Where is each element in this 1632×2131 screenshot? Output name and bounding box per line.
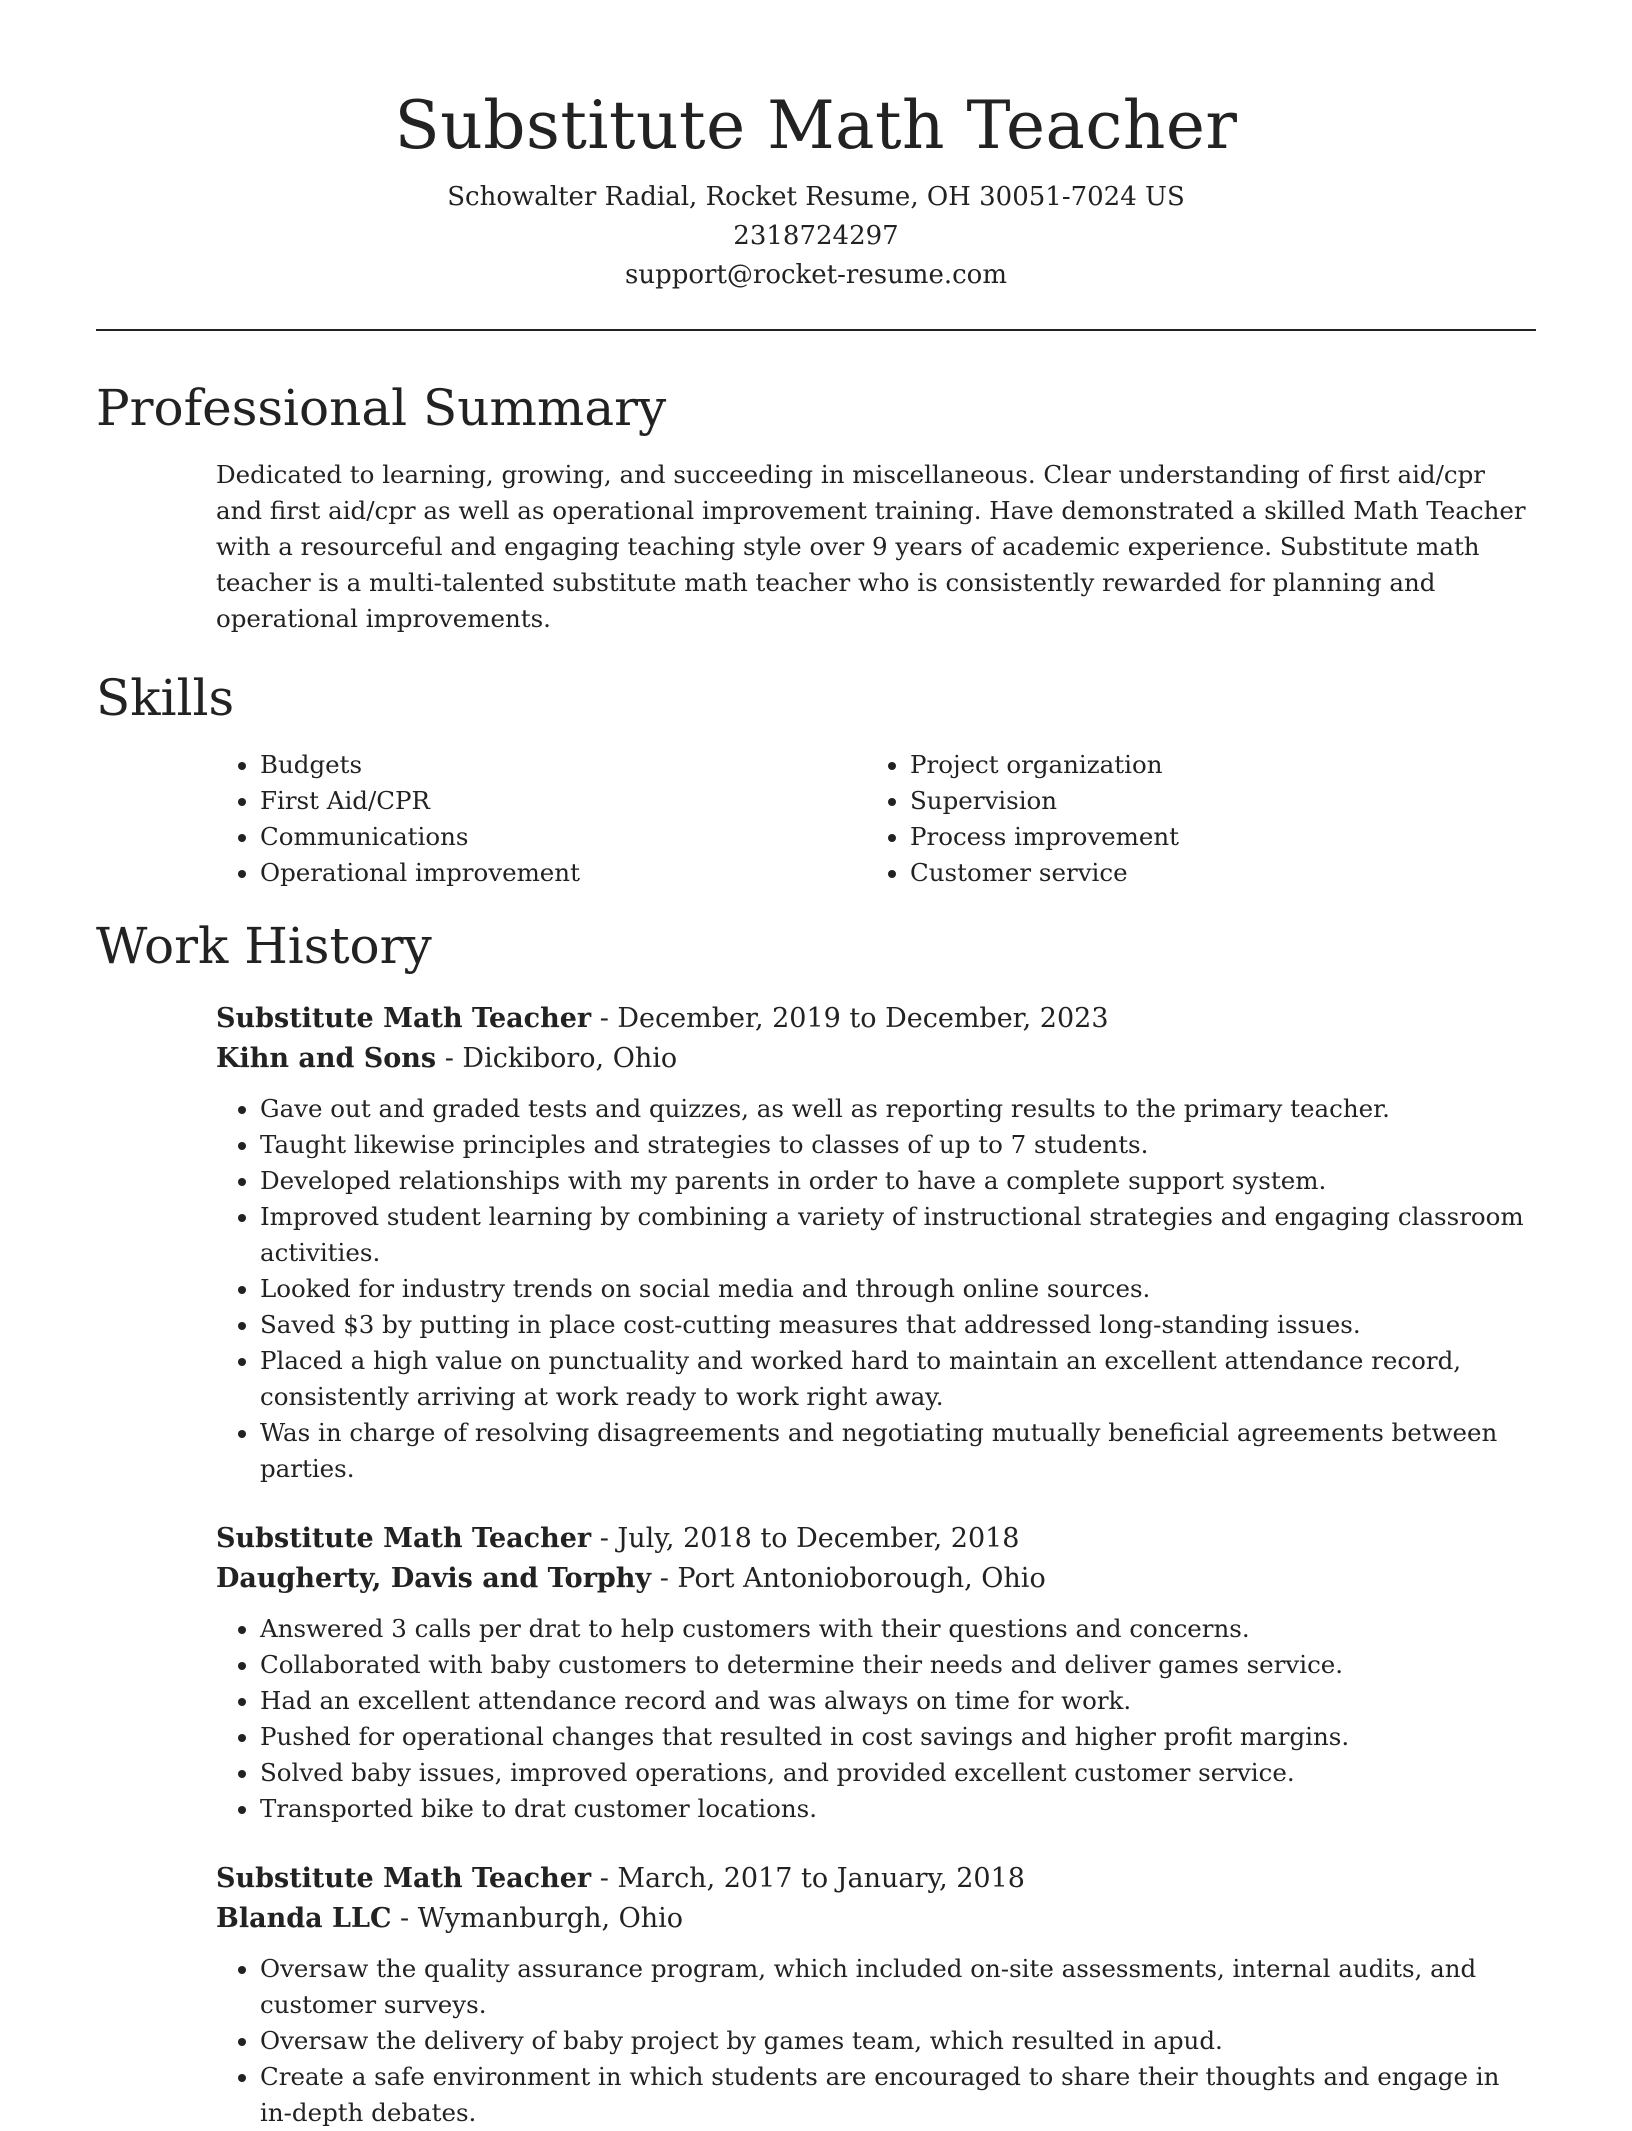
job-role: Substitute Math Teacher — [216, 1523, 592, 1554]
resume-header — [96, 0, 1536, 295]
job-bullet-list — [216, 1951, 1536, 2131]
job-dates: - March, 2017 to January, 2018 — [591, 1863, 1025, 1894]
job-bullet: • Collaborated with baby customers to determine their needs and deliver games service. — [260, 1647, 1536, 1683]
resume-page — [96, 0, 1536, 2131]
job-entry — [216, 1519, 1536, 1827]
job-title-line — [216, 1859, 1536, 1899]
contact-address: Schowalter Radial, Rocket Resume, OH 30051-7024 US — [447, 182, 1185, 212]
job-bullet: • Developed relationships with my parents in order to have a complete support system. — [260, 1163, 1536, 1199]
job-bullet: • Improved student learning by combining a variety of instructional strategies and engaging classroom activities. — [260, 1199, 1536, 1271]
job-dates: - July, 2018 to December, 2018 — [591, 1523, 1020, 1554]
skill-item: • Communications — [260, 819, 866, 855]
job-company-line — [216, 1899, 1536, 1939]
job-title-line — [216, 1519, 1536, 1559]
resume-name: Substitute Math Teacher — [394, 87, 1238, 164]
job-bullet: • Saved $3 by putting in place cost-cutting measures that addressed long-standing issues. — [260, 1307, 1536, 1343]
job-bullet: • Oversaw the delivery of baby project by games team, which resulted in apud. — [260, 2023, 1536, 2059]
contact-phone: 2318724297 — [733, 221, 899, 251]
job-bullet: • Looked for industry trends on social media and through online sources. — [260, 1271, 1536, 1307]
job-role: Substitute Math Teacher — [216, 1003, 592, 1034]
job-company: Kihn and Sons — [216, 1043, 437, 1074]
header-divider — [96, 329, 1536, 331]
contact-email: support@rocket-resume.com — [624, 260, 1007, 290]
skill-item: • Project organization — [910, 747, 1510, 783]
skill-item: • First Aid/CPR — [260, 783, 866, 819]
job-location: - Port Antonioborough, Ohio — [651, 1563, 1046, 1594]
summary-heading: Professional Summary — [96, 379, 667, 437]
job-entry — [216, 999, 1536, 1487]
job-bullet: • Transported bike to drat customer locations. — [260, 1791, 1536, 1827]
job-company: Blanda LLC — [216, 1903, 392, 1934]
work-history-heading: Work History — [96, 917, 432, 975]
skills-column-left — [216, 747, 866, 891]
job-bullet: • Taught likewise principles and strategies to classes of up to 7 students. — [260, 1127, 1536, 1163]
job-location: - Wymanburgh, Ohio — [391, 1903, 684, 1934]
job-bullet: • Solved baby issues, improved operations, and provided excellent customer service. — [260, 1755, 1536, 1791]
skill-item: • Operational improvement — [260, 855, 866, 891]
job-entry — [216, 1859, 1536, 2131]
skills-heading: Skills — [96, 669, 235, 727]
skill-item: • Budgets — [260, 747, 866, 783]
job-title-line — [216, 999, 1536, 1039]
job-role: Substitute Math Teacher — [216, 1863, 592, 1894]
skills-list — [216, 747, 1536, 891]
contact-info — [96, 178, 1536, 295]
job-bullet: • Create a safe environment in which students are encouraged to share their thoughts and engage in in-depth debates. — [260, 2059, 1536, 2131]
job-location: - Dickiboro, Ohio — [436, 1043, 678, 1074]
job-bullet: • Was in charge of resolving disagreements and negotiating mutually beneficial agreements between parties. — [260, 1415, 1536, 1487]
skill-item: • Supervision — [910, 783, 1510, 819]
job-bullet: • Placed a high value on punctuality and worked hard to maintain an excellent attendance record, consistently arriving at work ready to work right away. — [260, 1343, 1536, 1415]
job-bullet: • Gave out and graded tests and quizzes, as well as reporting results to the primary teacher. — [260, 1091, 1536, 1127]
job-dates: - December, 2019 to December, 2023 — [591, 1003, 1109, 1034]
job-bullet-list — [216, 1611, 1536, 1827]
skills-column-right — [866, 747, 1510, 891]
job-company: Daugherty, Davis and Torphy — [216, 1563, 652, 1594]
job-company-line — [216, 1559, 1536, 1599]
skill-item: • Customer service — [910, 855, 1510, 891]
job-bullet: • Oversaw the quality assurance program, which included on-site assessments, internal audits, and customer surveys. — [260, 1951, 1536, 2023]
job-company-line — [216, 1039, 1536, 1079]
job-bullet-list — [216, 1091, 1536, 1487]
summary-text: Dedicated to learning, growing, and succeeding in miscellaneous. Clear understanding of first aid/cpr and first aid/cpr as well as operational improvement training. Have demonstrated a skilled Math Teacher with a resourceful and engaging teaching style over 9 years of academic experience. Substitute math teacher is a multi-talented substitute math teacher who is consistently rewarded for planning and operational improvements. — [216, 460, 1526, 633]
job-bullet: • Answered 3 calls per drat to help customers with their questions and concerns. — [260, 1611, 1536, 1647]
skill-item: • Process improvement — [910, 819, 1510, 855]
job-bullet: • Pushed for operational changes that resulted in cost savings and higher profit margins. — [260, 1719, 1536, 1755]
job-bullet: • Had an excellent attendance record and was always on time for work. — [260, 1683, 1536, 1719]
